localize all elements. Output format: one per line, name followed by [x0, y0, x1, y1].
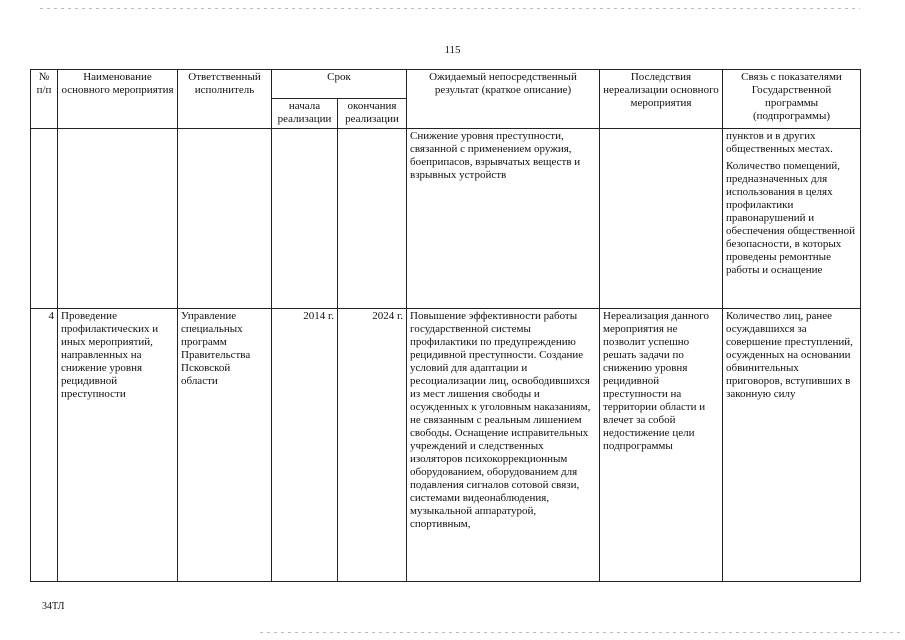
- header-consequences: Последствия нереализации основного мероприятия: [600, 70, 723, 129]
- page-number: 115: [444, 44, 461, 56]
- scan-artifact-top: [40, 8, 860, 9]
- header-name: Наименование основного мероприятия: [58, 70, 178, 129]
- measures-table: [30, 69, 861, 582]
- cell-start: 2014 г.: [272, 309, 338, 582]
- cell-start: [272, 129, 338, 309]
- header-term-end: окончания реализации: [338, 99, 407, 129]
- cell-end: 2024 г.: [338, 309, 407, 582]
- expected-text: Снижение уровня преступности, связанной с применением оружия, боеприпасов, взрывчатых веществ и взрывных устройств: [410, 130, 581, 181]
- cell-consequences: Нереализация данного мероприятия не позволит успешно решать задачи по снижению уровня рецидивной преступности на территории области и влечет за собой недостижение цели подпрограммы: [600, 309, 723, 582]
- cell-end: [338, 129, 407, 309]
- header-term-start: начала реализации: [272, 99, 338, 129]
- table-row-continued: [31, 129, 861, 309]
- link-text-1: пунктов и в других общественных местах.: [726, 130, 833, 155]
- header-term: Срок: [272, 70, 407, 99]
- cell-consequences: [600, 129, 723, 309]
- cell-name: Проведение профилактических и иных мероприятий, направленных на снижение уровня рецидивной преступности: [58, 309, 178, 582]
- header-num: № п/п: [31, 70, 58, 129]
- cell-expected: Повышение эффективности работы государственной системы профилактики по предупреждению рецидивной преступности. Создание условий для адаптации и ресоциализации лиц, освободившихся из мест лишения свободы и осужденных к уголовным наказаниям, не связанным с реальным лишением свободы. Оснащение исправительных учреждений и следственных изоляторов психокоррекционным оборудованием, оборудованием для подавления сигналов сотовой связи, системами видеонаблюдения, музыкальной аппаратурой, спортивным,: [407, 309, 600, 582]
- footer-code: 34ТЛ: [42, 601, 65, 612]
- scan-artifact-bottom: [260, 632, 900, 633]
- link-text-2: Количество помещений, предназначенных для использования в целях профилактики правонарушений и обеспечения общественной безопасности, в которых проведены ремонтные работы и оснащение: [726, 160, 856, 276]
- cell-expected: [407, 129, 600, 309]
- cell-num: [31, 129, 58, 309]
- cell-link: Количество лиц, ранее осуждавшихся за совершение преступлений, осужденных на основании обвинительных приговоров, вступивших в законную силу: [723, 309, 861, 582]
- cell-responsible: Управление специальных программ Правительства Псковской области: [178, 309, 272, 582]
- header-link: Связь с показателями Государственной программы (подпрограммы): [723, 70, 861, 129]
- cell-name: [58, 129, 178, 309]
- table-row-4: [31, 309, 861, 582]
- header-expected: Ожидаемый непосредственный результат (краткое описание): [407, 70, 600, 129]
- cell-num: 4: [31, 309, 58, 582]
- cell-responsible: [178, 129, 272, 309]
- header-responsible: Ответственный исполнитель: [178, 70, 272, 129]
- cell-link: [723, 129, 861, 309]
